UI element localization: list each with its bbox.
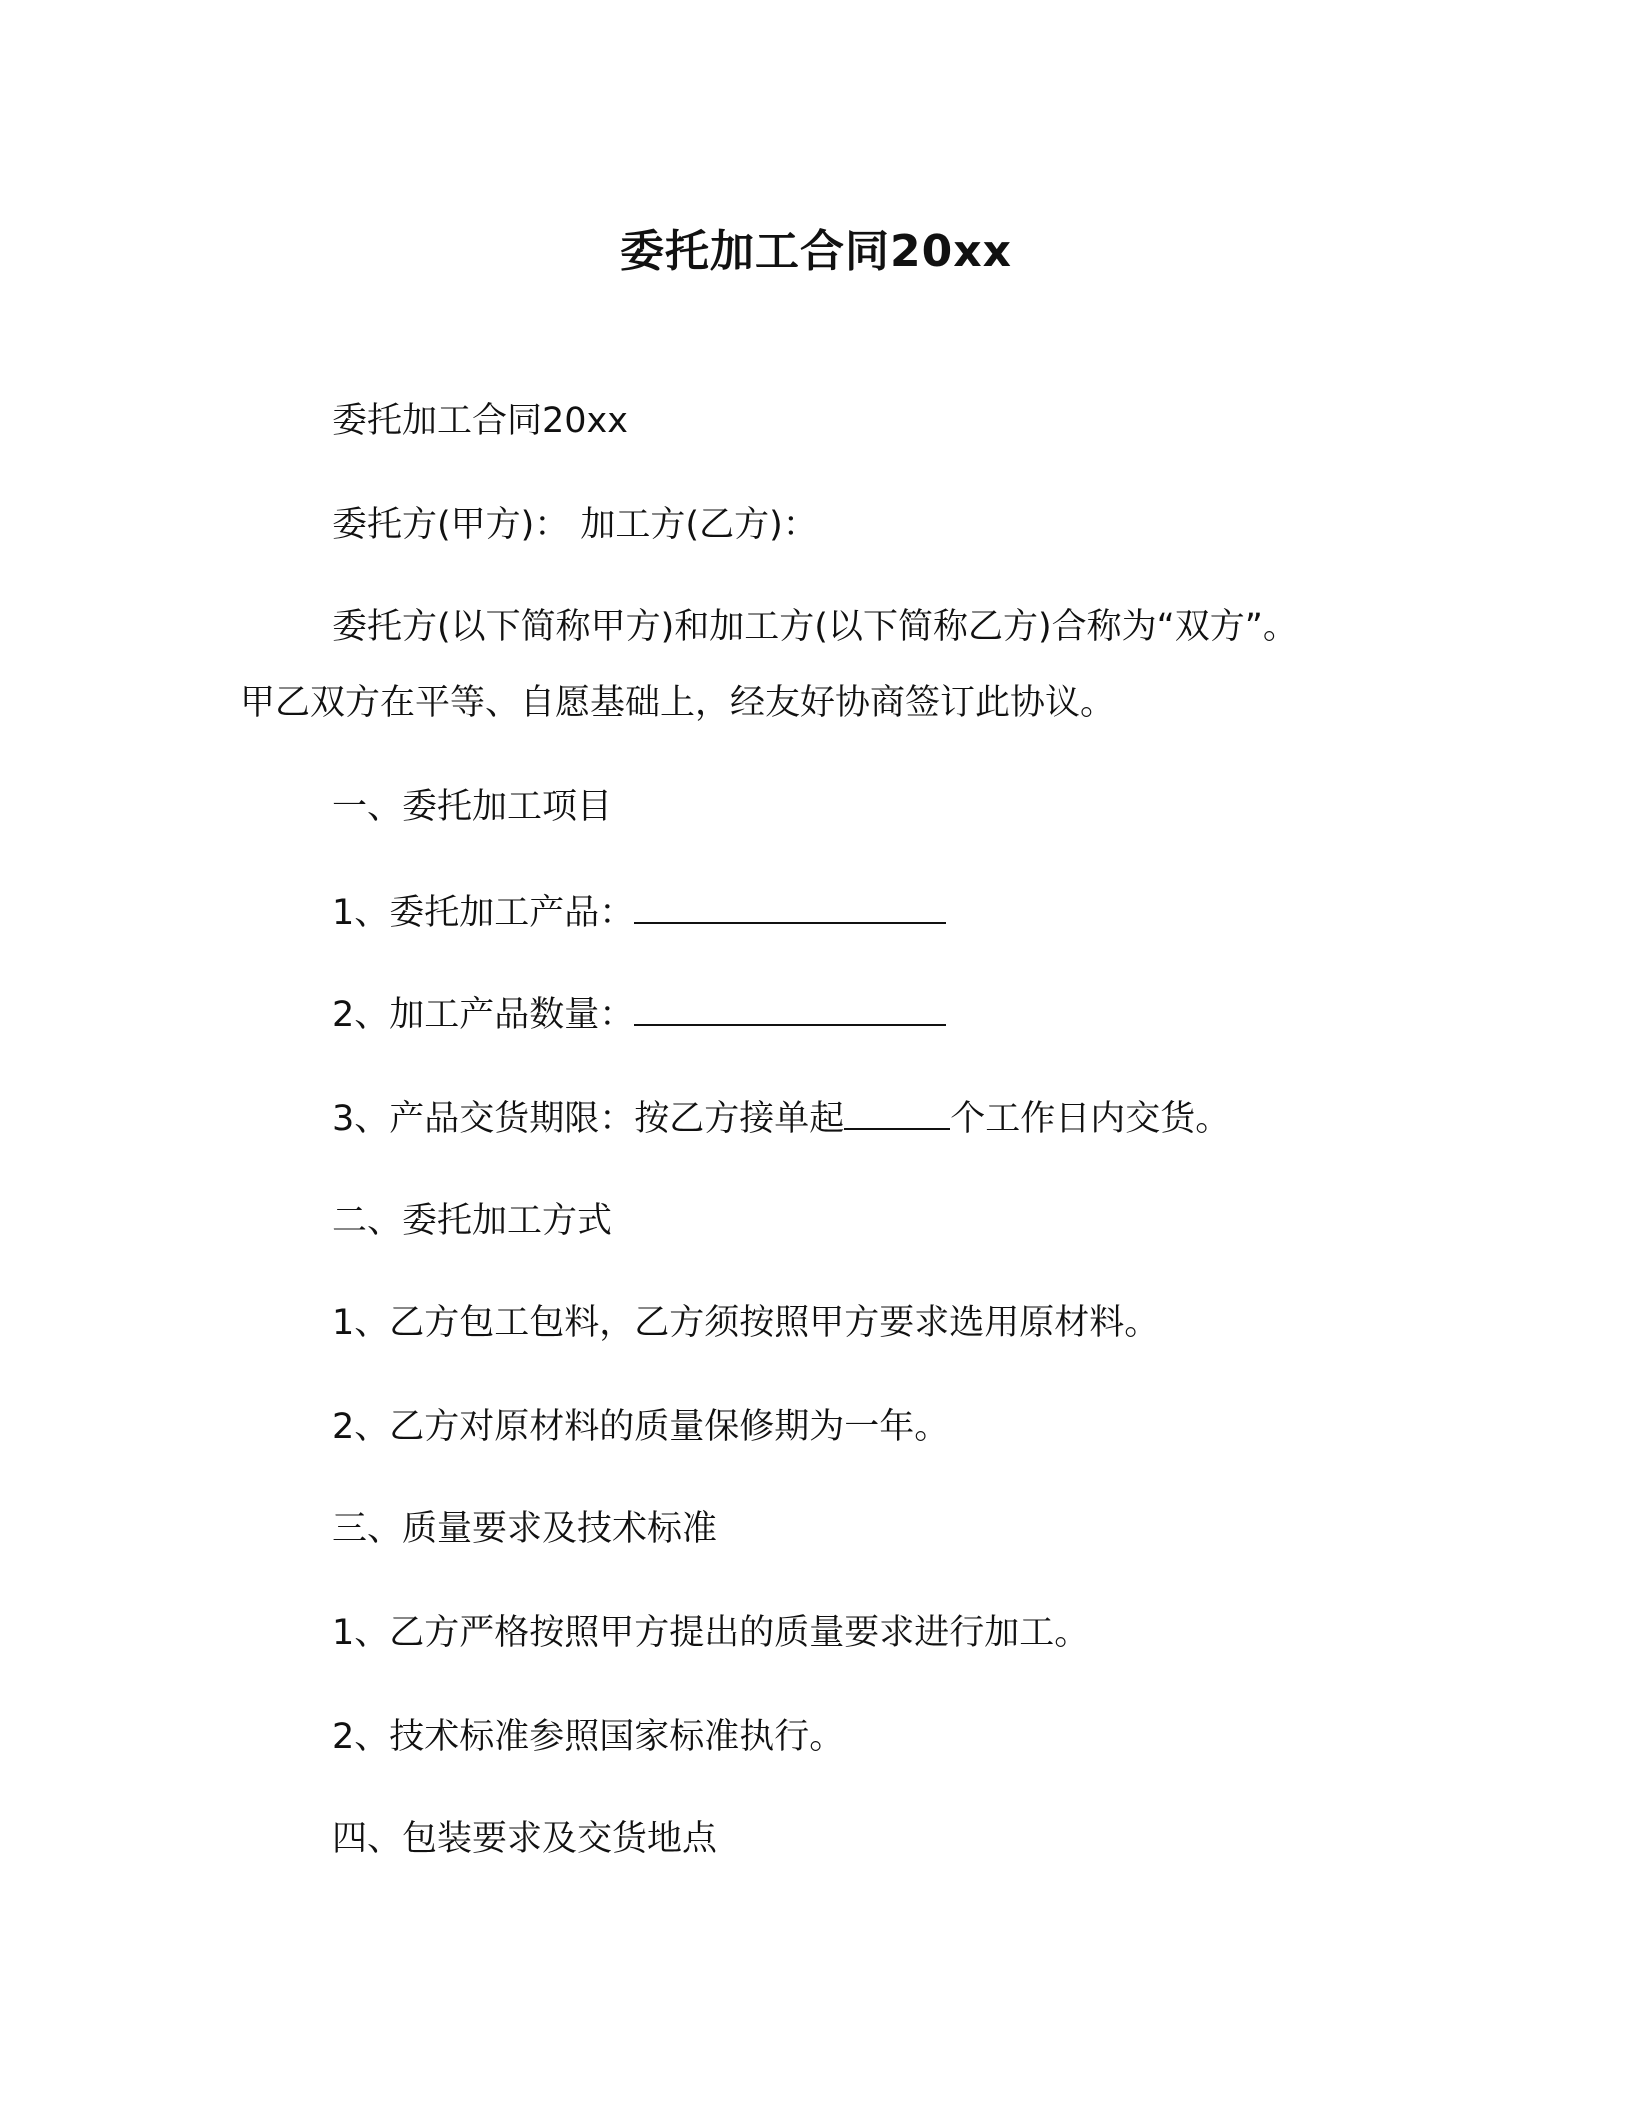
fill-in-blank xyxy=(634,988,946,1026)
section-2-item-1: 1、乙方包工包料，乙方须按照甲方要求选用原材料。 xyxy=(332,1303,1160,1343)
item-suffix: 个工作日内交货。 xyxy=(950,1099,1231,1139)
section-2-heading: 二、委托加工方式 xyxy=(332,1201,613,1241)
item-label: 1、委托加工产品： xyxy=(332,893,635,933)
fill-in-blank xyxy=(634,886,946,924)
section-1-item-2 xyxy=(332,988,946,1040)
intro-paragraph-line-2: 甲乙双方在平等、自愿基础上，经友好协商签订此协议。 xyxy=(240,683,1116,723)
item-label: 2、加工产品数量： xyxy=(332,995,635,1035)
fill-in-blank xyxy=(844,1092,950,1130)
section-3-heading: 三、质量要求及技术标准 xyxy=(332,1509,718,1549)
section-4-heading: 四、包装要求及交货地点 xyxy=(332,1819,718,1859)
intro-paragraph-line-1: 委托方(以下简称甲方)和加工方(以下简称乙方)合称为“双方”。 xyxy=(332,607,1298,647)
subtitle: 委托加工合同20xx xyxy=(332,401,628,441)
section-1-item-3 xyxy=(332,1092,1230,1144)
section-3-item-2: 2、技术标准参照国家标准执行。 xyxy=(332,1717,845,1757)
section-1-heading: 一、委托加工项目 xyxy=(332,787,613,827)
section-2-item-2: 2、乙方对原材料的质量保修期为一年。 xyxy=(332,1407,950,1447)
document-title: 委托加工合同20xx xyxy=(620,226,1012,277)
item-prefix: 3、产品交货期限：按乙方接单起 xyxy=(332,1099,845,1139)
section-1-item-1 xyxy=(332,886,946,938)
parties-line: 委托方(甲方)： 加工方(乙方)： xyxy=(332,505,818,545)
section-3-item-1: 1、乙方严格按照甲方提出的质量要求进行加工。 xyxy=(332,1613,1090,1653)
